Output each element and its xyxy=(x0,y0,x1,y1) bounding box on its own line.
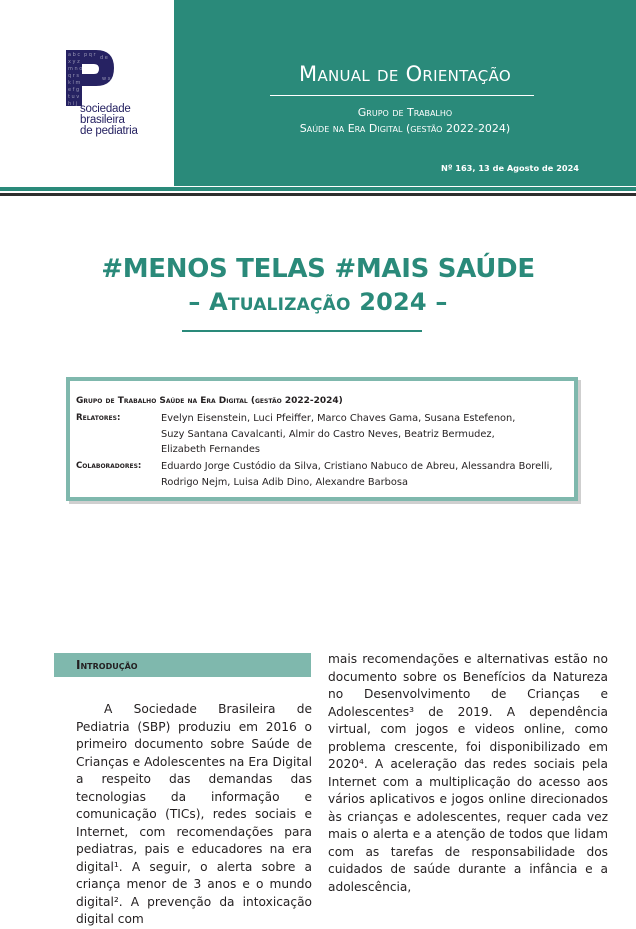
svg-text:x y z: x y z xyxy=(68,59,80,65)
svg-text:q r s: q r s xyxy=(68,73,80,79)
rapporteurs-line: Elizabeth Fernandes xyxy=(161,444,260,455)
svg-text:t u v: t u v xyxy=(68,94,80,100)
document-subtitle: – Atualização 2024 – xyxy=(188,288,448,316)
document-title: #MENOS TELAS #MAIS SAÚDE xyxy=(101,254,535,284)
rapporteurs-names xyxy=(161,411,581,458)
intro-paragraph-right: mais recomendações e alternativas estão no documento sobre os Benefícios da Natureza no Desenvolvimento de Crianças e Adolescentes³ de 2019. A dependência virtual, com jogos e videos online, como problema crescente, foi disponibilizado em 2020⁴. A aceleração das redes sociais pela Internet com a multiplicação do acesso aos vários aplicativos e jogos online direcionados às crianças e adolescentes, requer cada vez mais o alerta e a atenção de todos que lidam com as tarefas de responsabilidade dos cuidados de saúde durante a infância e a adolescência, xyxy=(328,652,608,894)
svg-text:a b c: a b c xyxy=(68,52,81,58)
svg-text:d e: d e xyxy=(100,55,108,61)
manual-title: Manual de Orientação xyxy=(299,62,511,86)
svg-text:m n o: m n o xyxy=(68,66,83,72)
collaborators-line: Rodrigo Nejm, Luisa Adib Dino, Alexandre Barbosa xyxy=(161,476,408,488)
section-heading-bar xyxy=(54,653,311,677)
svg-text:k l m: k l m xyxy=(68,80,81,86)
issue-number-date: Nº 163, 13 de Agosto de 2024 xyxy=(440,163,579,173)
credits-group-heading: Grupo de Trabalho Saúde na Era Digital (gestão 2022-2024) xyxy=(76,396,343,406)
logo-line-1: sociedade xyxy=(80,103,131,115)
collaborators-names xyxy=(161,459,581,490)
header-band xyxy=(174,0,636,186)
intro-paragraph-left: A Sociedade Brasileira de Pediatria (SBP) produziu em 2016 o primeiro documento sobre Saúde de Crianças e Adolescentes na Era Digital a respeito das demandas das tecnologias da informação e comunicação (TICs), redes sociais e Internet, com recomendações para pediatras, pais e educadores na era digital¹. A seguir, o alerta sobre a criança menor de 3 anos e o mundo digital². A prevenção da intoxicação digital com xyxy=(76,702,312,926)
collaborators-line: Eduardo Jorge Custódio da Silva, Cristiano Nabuco de Abreu, Alessandra Borelli, xyxy=(161,461,553,472)
header-divider-dark xyxy=(0,193,636,196)
collaborators-label: Colaboradores: xyxy=(76,461,142,471)
section-heading-introducao: Introdução xyxy=(76,658,138,672)
working-group-name: Saúde na Era Digital (gestão 2022-2024) xyxy=(299,122,511,135)
svg-text:w x: w x xyxy=(102,76,111,82)
svg-text:h i j: h i j xyxy=(68,101,78,107)
logo-wordmark xyxy=(80,104,138,137)
working-group-label: Grupo de Trabalho xyxy=(357,106,453,119)
svg-text:p q r: p q r xyxy=(84,52,96,58)
title-underline xyxy=(270,95,534,96)
svg-text:e f g: e f g xyxy=(68,87,80,93)
title-rule xyxy=(182,330,422,332)
body-column-left xyxy=(76,701,312,929)
sbp-p-mark-icon xyxy=(62,48,122,108)
rapporteurs-label: Relatores: xyxy=(76,413,121,423)
logo-line-3: de pediatria xyxy=(80,125,138,137)
rapporteurs-line: Evelyn Eisenstein, Luci Pfeiffer, Marco Chaves Gama, Susana Estefenon, xyxy=(161,413,516,424)
sbp-logo xyxy=(62,48,152,148)
credits-box xyxy=(66,377,578,501)
logo-line-2: brasileira xyxy=(80,114,125,126)
body-column-right xyxy=(328,651,608,896)
header-divider-green xyxy=(0,187,636,191)
rapporteurs-line: Suzy Santana Cavalcanti, Almir do Castro Neves, Beatriz Bermudez, xyxy=(161,428,495,440)
